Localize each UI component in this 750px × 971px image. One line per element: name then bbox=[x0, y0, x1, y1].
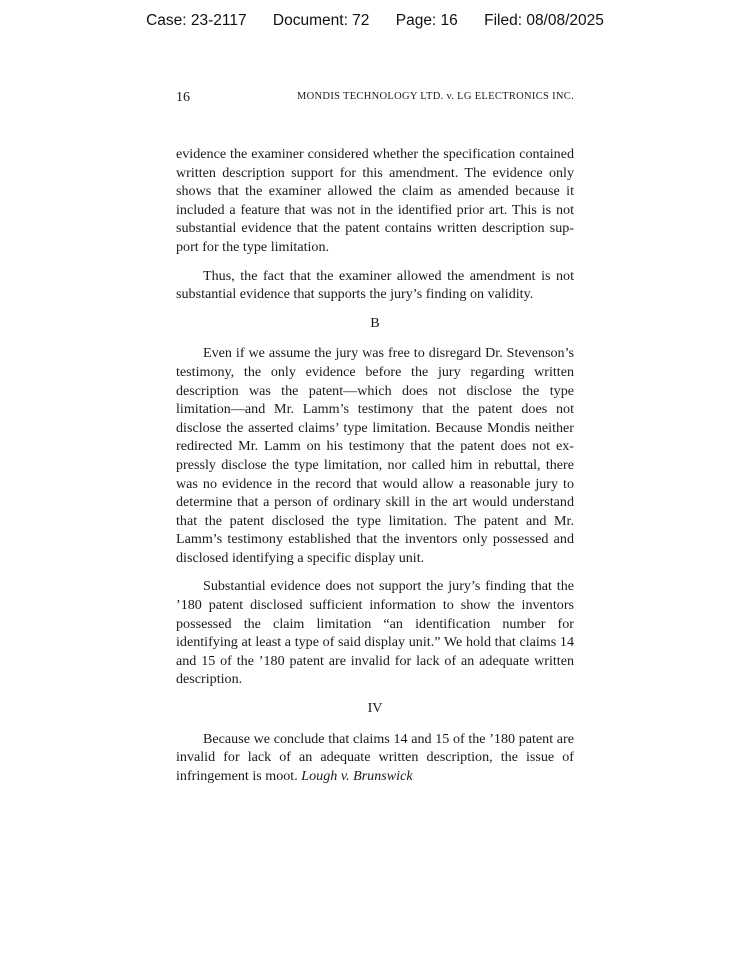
case-number: Case: 23-2117 bbox=[146, 12, 247, 29]
stamp-page: Page: 16 bbox=[395, 12, 458, 29]
section-heading-b: B bbox=[370, 314, 380, 331]
section-heading-iv: IV bbox=[367, 700, 383, 717]
paragraph-holding: Substantial evidence does not support the jury’s finding that the ’180 patent disclosed sufficient information to show the inventors possessed the claim limitation “an identification number for identifying at least a type of said display unit.” We hold that claims 14 and 15 of the ’180 patent are invalid for lack of an adequate written description. bbox=[176, 578, 574, 688]
document-number: Document: 72 bbox=[272, 12, 370, 29]
case-title: MONDIS TECHNOLOGY LTD. v. LG ELECTRONICS INC. bbox=[297, 91, 574, 102]
filing-stamp bbox=[0, 12, 750, 30]
paragraph-continuation: evidence the examiner considered whether the specification contained written description support for this amendment. The evidence only shows that the examiner allowed the claim as amended because it included a feature that was not in the identified prior art. This is not substantial evidence that the patent contains written description support for the type limitation. bbox=[176, 146, 574, 255]
infringement-text: Because we conclude that claims 14 and 15 of the ’180 patent are invalid for lack of an adequate written description, the issue of infringement is moot. bbox=[176, 730, 574, 784]
page-number: 16 bbox=[176, 90, 190, 105]
paragraph-evidence: Even if we assume the jury was free to disregard Dr. Stevenson’s testimony, the only evidence before the jury regarding written description was the patent—which does not disclose the type limitation—and Mr. Lamm’s testimony that the patent does not disclose the asserted claims’ type limitation. Because Mondis neither redirected Mr. Lamm on his testimony that the patent does not expressly disclose the type limitation, nor called him in rebuttal, there was no evidence in the record that would allow a reasonable jury to determine that a person of ordinary skill in the art would understand that the patent disclosed the type limitation. The patent and Mr. Lamm’s testimony established that the inventors only possessed and disclosed identifying a specific display unit. bbox=[176, 345, 574, 566]
opinion-body bbox=[176, 145, 574, 795]
case-citation: Lough v. Brunswick bbox=[301, 767, 413, 784]
paragraph-infringement bbox=[176, 730, 574, 786]
filed-date: Filed: 08/08/2025 bbox=[484, 12, 604, 29]
paragraph-examiner: Thus, the fact that the examiner allowed the amendment is not substantial evidence that supports the jury’s finding on validity. bbox=[176, 267, 574, 303]
